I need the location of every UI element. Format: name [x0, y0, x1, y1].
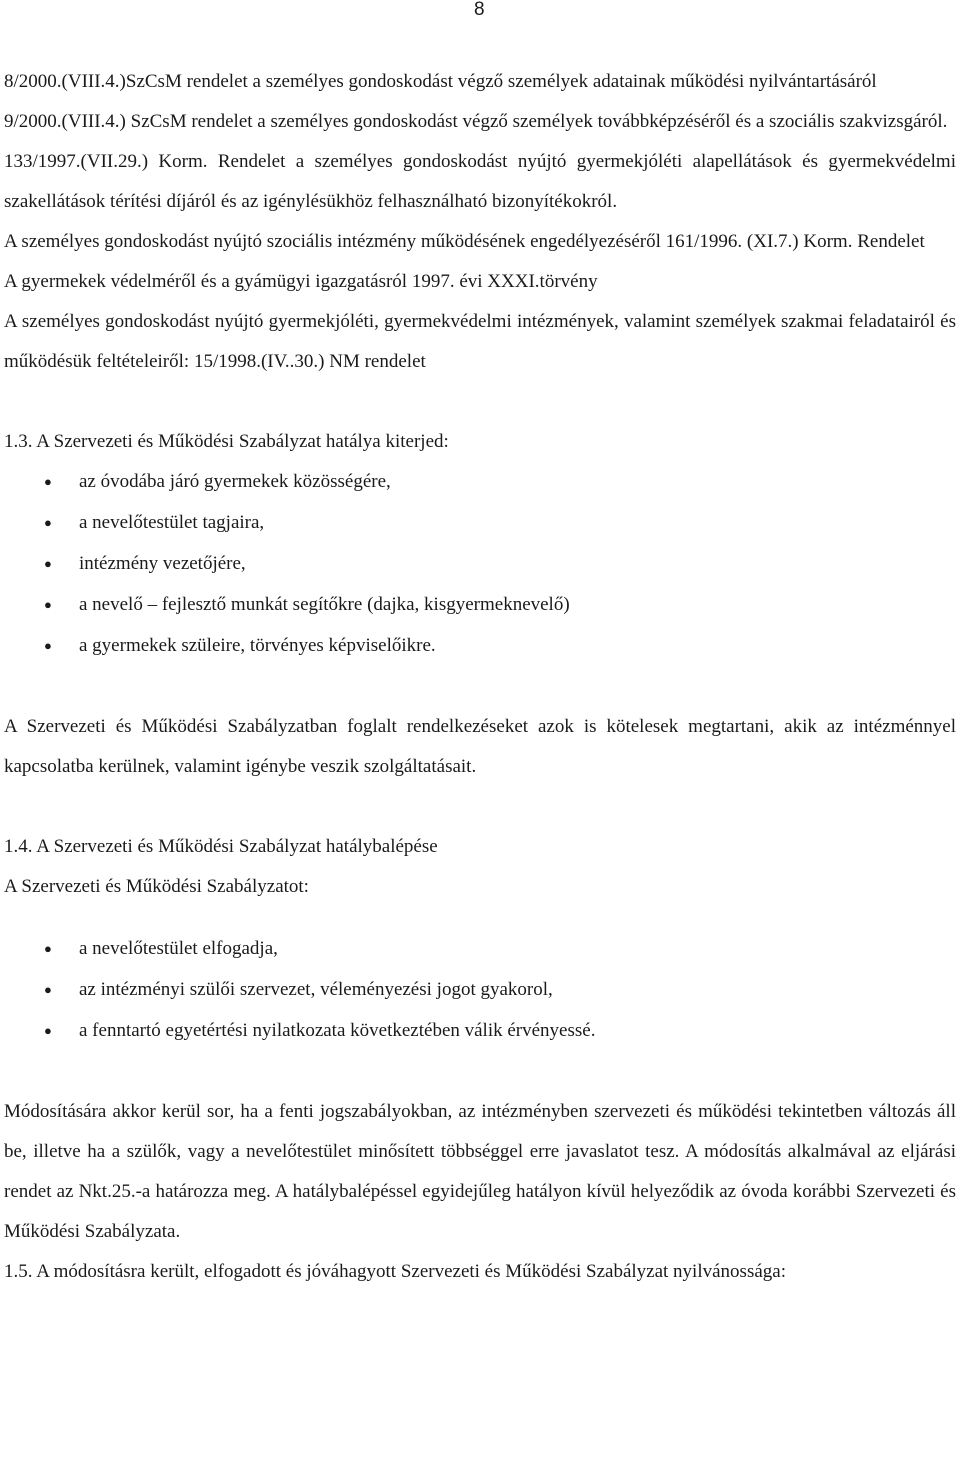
list-item: ● a nevelőtestület tagjaira, — [4, 503, 956, 544]
adoption-list — [4, 929, 956, 1052]
page-number: 8 — [474, 0, 485, 20]
law-reference: A személyes gondoskodást nyújtó szociális intézmény működésének engedélyezéséről 161/1996. (XI.7.) Korm. Rendelet — [4, 231, 925, 252]
section-1-4-intro: A Szervezeti és Működési Szabályzatot: — [4, 876, 309, 897]
law-reference: A gyermekek védelméről és a gyámügyi igazgatásról 1997. évi XXXI.törvény — [4, 271, 598, 292]
list-item: ● az óvodába járó gyermekek közösségére, — [4, 462, 956, 503]
spacer — [4, 667, 956, 707]
law-reference: 9/2000.(VIII.4.) SzCsM rendelet a személyes gondoskodást végző személyek továbbképzéséről és a szociális szakvizsgáról. — [4, 111, 948, 132]
spacer — [4, 382, 956, 422]
section-1-5-text: 1.5. A módosításra került, elfogadott és jóváhagyott Szervezeti és Működési Szabályzat nyilvánossága: — [4, 1261, 786, 1282]
bullet-icon: ● — [44, 474, 52, 489]
list-item: ● a fenntartó egyetértési nyilatkozata következtében válik érvényessé. — [4, 1011, 956, 1052]
page-content — [4, 62, 956, 1292]
list-item: ● az intézményi szülői szervezet, véleményezési jogot gyakorol, — [4, 970, 956, 1011]
bullet-icon: ● — [44, 597, 52, 612]
bullet-icon: ● — [44, 941, 52, 956]
list-item: ● intézmény vezetőjére, — [4, 544, 956, 585]
list-item: ● a nevelő – fejlesztő munkát segítőkre (dajka, kisgyermeknevelő) — [4, 585, 956, 626]
spacer — [4, 787, 956, 827]
section-1-4-paragraph: Módosítására akkor kerül sor, ha a fenti jogszabályokban, az intézményben szervezeti és működési tekintetben változás áll be, illetve ha a szülők, vagy a nevelőtestület minősített többséggel erre javaslatot tesz. A módosítás alkalmával az eljárási rendet az Nkt.25.-a határozza meg. A hatálybalépéssel egyidejűleg hatályon kívül helyeződik az óvoda korábbi Szervezeti és Működési Szabályzata. — [4, 1101, 956, 1242]
section-heading-1-3: 1.3. A Szervezeti és Működési Szabályzat hatálya kiterjed: — [4, 431, 449, 452]
spacer — [4, 1052, 956, 1092]
list-item: ● a nevelőtestület elfogadja, — [4, 929, 956, 970]
bullet-icon: ● — [44, 1023, 52, 1038]
law-reference: 8/2000.(VIII.4.)SzCsM rendelet a személyes gondoskodást végző személyek adatainak működési nyilvántartásáról — [4, 71, 877, 92]
bullet-icon: ● — [44, 638, 52, 653]
scope-list — [4, 462, 956, 667]
spacer — [4, 907, 956, 929]
law-reference: 133/1997.(VII.29.) Korm. Rendelet a személyes gondoskodást nyújtó gyermekjóléti alapellátások és gyermekvédelmi szakellátások térítési díjáról és az igénylésükhöz felhasználható bizonyítékokról. — [4, 151, 956, 212]
law-reference: A személyes gondoskodást nyújtó gyermekjóléti, gyermekvédelmi intézmények, valamint személyek szakmai feladatairól és működésük feltételeiről: 15/1998.(IV..30.) NM rendelet — [4, 311, 956, 372]
section-1-3-paragraph: A Szervezeti és Működési Szabályzatban foglalt rendelkezéseket azok is kötelesek megtartani, akik az intézménnyel kapcsolatba kerülnek, valamint igénybe veszik szolgáltatásait. — [4, 716, 956, 777]
section-heading-1-4: 1.4. A Szervezeti és Működési Szabályzat hatálybalépése — [4, 836, 438, 857]
bullet-icon: ● — [44, 982, 52, 997]
bullet-icon: ● — [44, 556, 52, 571]
bullet-icon: ● — [44, 515, 52, 530]
list-item: ● a gyermekek szüleire, törvényes képviselőikre. — [4, 626, 956, 667]
